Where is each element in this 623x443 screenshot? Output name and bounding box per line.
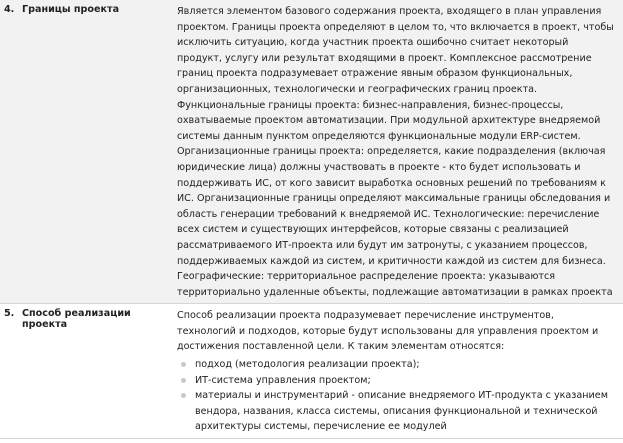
list-item [177,357,615,373]
list-item [177,373,615,389]
row-title: Способ реализации проекта [22,304,174,439]
row-number: 4. [0,0,22,304]
row-number: 5. [0,304,22,439]
list-item-text: материалы и инструментарий - описание внедряемого ИТ-продукта с указанием вендора, названия, класса системы, описания функциональной и технической архитектуры системы, перечисление ее модулей [195,390,608,433]
row-title: Границы проекта [22,0,174,304]
table-row [0,304,623,439]
row-description [174,0,623,304]
row-description [174,304,623,439]
list-item [177,388,615,435]
row-description-text: Способ реализации проекта подразумевает перечисление инструментов, технологий и подходов, которые будут использованы для управления проектом и достижения поставленной цели. К таким элементам относятся: [177,310,599,353]
bullet-icon [181,378,186,383]
bullet-icon [181,393,186,398]
bullet-icon [181,362,186,367]
list-item-text: подход (методология реализации проекта); [195,359,420,371]
list-item-text: ИТ-система управления проектом; [195,374,371,386]
bullet-list [177,357,615,435]
row-description-text: Является элементом базового содержания проекта, входящего в план управления проектом. Границы проекта определяют в целом то, что включается в проект, чтобы исключить ситуацию, когда участник проекта ошибочно считает некоторый продукт, услугу или результат входящими в проект. Комплексное рассмотрение границ проекта подразумевает отражение явным образом функциональных, организационных, технологически и географических границ проекта. Функциональные границы проекта: бизнес-направления, бизнес-процессы, охватываемые проектом автоматизации. При модульной архитектуре внедряемой системы данным пунктом определяются функциональные модули ERP-систем. Организационные границы проекта: определяется, какие подразделения (включая юридические лица) должны участвовать в проекте - кто будет использовать и поддерживать ИС, от кого зависит выработка основных решений по требованиям к ИС. Организационные границы определяют максимальные границы обследования и область генерации требований к внедряемой ИС. Технологические: перечисление всех систем и существующих интерфейсов, которые связаны с реализацией рассматриваемого ИТ-проекта или будут им затронуты, с указанием процессов, поддерживаемых каждой из систем, и критичности каждой из систем для бизнеса. Географические: территориальное распределение проекта: указываются территориально удаленные объекты, подлежащие автоматизации в рамках проекта [177,6,614,298]
